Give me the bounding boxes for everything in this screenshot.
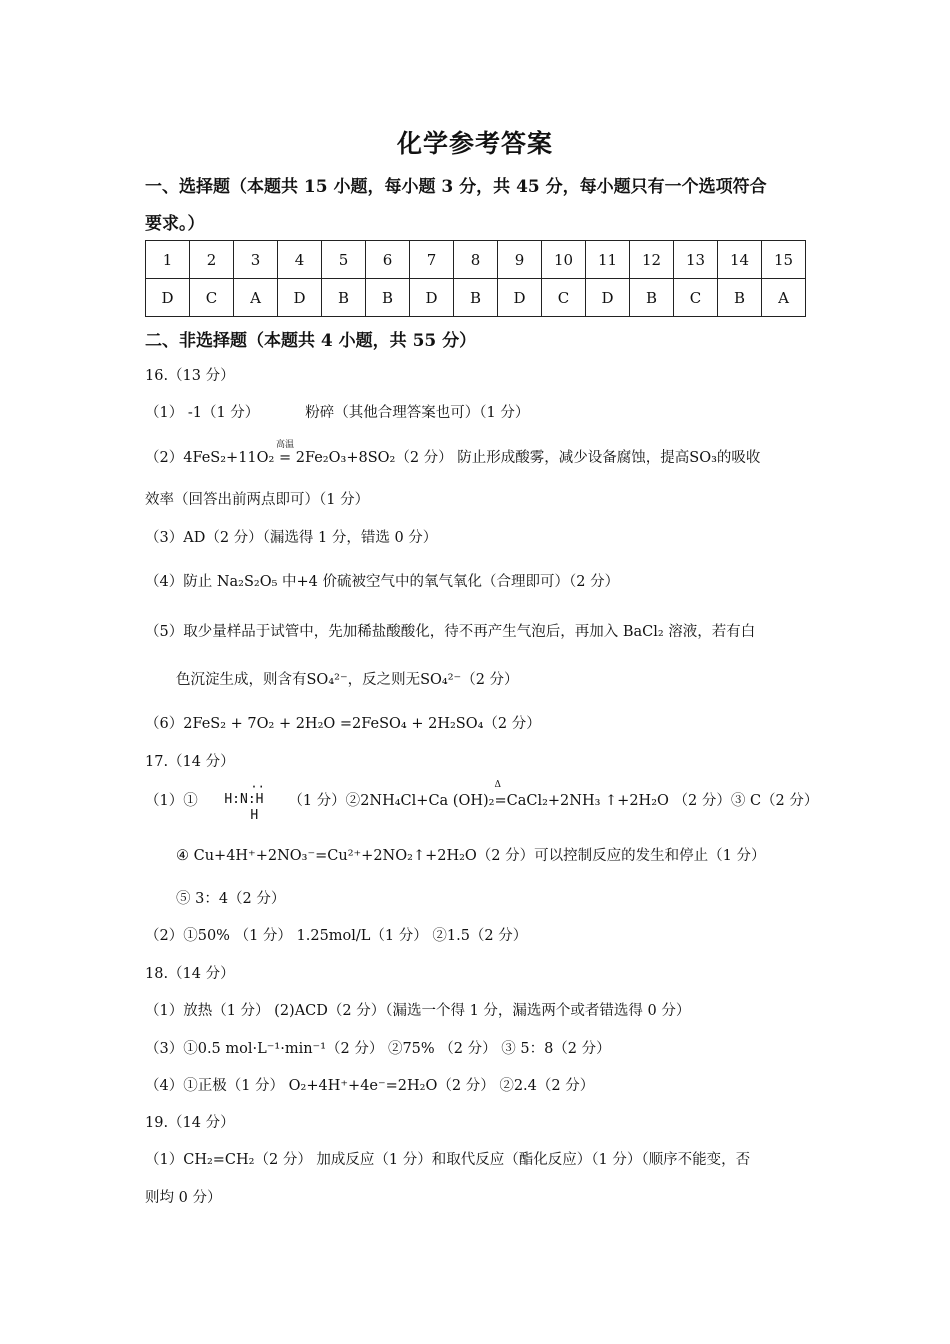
q19-part1-line2: 则均 0 分） (145, 1190, 222, 1206)
answer-cell: C (190, 279, 234, 317)
q17-eq-left: 2NH₄Cl+Ca (OH)₂ (360, 793, 495, 809)
q17-part1-score: （1 分）② (288, 793, 361, 809)
q17-eq-right: CaCl₂+2NH₃ ↑+2H₂O （2 分）③ C（2 分） (506, 793, 819, 809)
answer-cell: C (674, 279, 718, 317)
answer-cell: D (410, 279, 454, 317)
q16-part1-method: 粉碎（其他合理答案也可）（1 分） (305, 405, 530, 421)
answer-cell: B (366, 279, 410, 317)
q17-header: 17.（14 分） (145, 754, 235, 770)
q19-part1-line1: （1）CH₂=CH₂（2 分） 加成反应（1 分）和取代反应（酯化反应）（1 分）（顺序不能变，否 (145, 1152, 751, 1168)
q17-part2: （2）①50% （1 分） 1.25mol/L（1 分） ②1.5（2 分） (145, 928, 528, 944)
question-number: 10 (542, 241, 586, 279)
lewis-bottom-hydrogen: H (250, 808, 259, 823)
q18-part3: （3）①0.5 mol·L⁻¹·min⁻¹（2 分） ②75% （2 分） ③ 5：8（2 分） (145, 1041, 611, 1057)
question-number: 15 (762, 241, 806, 279)
answer-cell: A (762, 279, 806, 317)
q17-part1-item4: ④ Cu+4H⁺+2NO₃⁻=Cu²⁺+2NO₂↑+2H₂O（2 分）可以控制反应的发生和停止（1 分） (176, 848, 766, 864)
q17-part1-item5: ⑤ 3：4（2 分） (176, 891, 286, 907)
answer-cell: D (278, 279, 322, 317)
question-number-row (146, 241, 806, 279)
ammonia-lewis-structure (224, 780, 288, 823)
q18-part4: （4）①正极（1 分） O₂+4H⁺+4e⁻=2H₂O（2 分） ②2.4（2 分） (145, 1078, 595, 1094)
heat-symbol: Δ (494, 780, 501, 790)
q16-part6: （6）2FeS₂ + 7O₂ + 2H₂O =2FeSO₄ + 2H₂SO₄（2 分） (145, 716, 541, 732)
q16-part1 (145, 401, 815, 422)
q17-reaction-condition (494, 780, 507, 809)
question-number: 2 (190, 241, 234, 279)
q18-part1: （1）放热（1 分） (2)ACD（2 分）（漏选一个得 1 分，漏选两个或者错选得 0 分） (145, 1003, 691, 1019)
q19-header: 19.（14 分） (145, 1115, 235, 1131)
question-number: 8 (454, 241, 498, 279)
question-number: 6 (366, 241, 410, 279)
question-number: 5 (322, 241, 366, 279)
q16-reaction-condition (275, 440, 294, 466)
answer-cell: B (454, 279, 498, 317)
q16-part2-continued: 效率（回答出前两点即可）（1 分） (145, 492, 370, 508)
question-number: 7 (410, 241, 454, 279)
equals-sign: = (278, 450, 292, 466)
question-number: 11 (586, 241, 630, 279)
high-temperature-label: 高温 (275, 440, 294, 450)
q16-part5-line2: 色沉淀生成，则含有SO₄²⁻，反之则无SO₄²⁻（2 分） (176, 672, 519, 688)
q16-part5-line1: （5）取少量样品于试管中，先加稀盐酸酸化，待不再产生气泡后，再加入 BaCl₂ 溶液，若有白 (145, 624, 756, 640)
q16-part2-products: 2Fe₂O₃+8SO₂ (295, 450, 396, 466)
q17-part1 (145, 780, 819, 823)
answer-cell: C (542, 279, 586, 317)
lewis-row: H:N:H (224, 792, 264, 807)
question-number: 4 (278, 241, 322, 279)
lone-pair-dots: ·· (250, 780, 265, 794)
answer-cell: A (234, 279, 278, 317)
section1-heading-line1: 一、选择题（本题共 15 小题，每小题 3 分，共 45 分，每小题只有一个选项符合 (145, 177, 767, 197)
equals-sign: = (494, 793, 507, 809)
q16-part2-reactants: 4FeS₂+11O₂ (183, 450, 275, 466)
q16-part2 (145, 440, 815, 467)
q18-header: 18.（14 分） (145, 966, 235, 982)
answer-cell: B (630, 279, 674, 317)
page-title: 化学参考答案 (396, 129, 553, 158)
q16-part1-answer: （1） -1（1 分） (145, 405, 260, 421)
question-number: 13 (674, 241, 718, 279)
q16-part2-rest: （2 分） 防止形成酸雾，减少设备腐蚀，提高SO₃的吸收 (395, 450, 761, 466)
q17-part1-label: （1）① (145, 793, 198, 809)
question-number: 12 (630, 241, 674, 279)
answer-cell: D (146, 279, 190, 317)
answer-cell: B (718, 279, 762, 317)
question-number: 3 (234, 241, 278, 279)
answer-table (145, 240, 806, 317)
question-number: 9 (498, 241, 542, 279)
answer-row (146, 279, 806, 317)
q16-header: 16.（13 分） (145, 368, 235, 384)
q16-part3: （3）AD（2 分）（漏选得 1 分，错选 0 分） (145, 530, 438, 546)
section2-heading: 二、非选择题（本题共 4 小题，共 55 分） (145, 331, 477, 351)
answer-cell: D (498, 279, 542, 317)
question-number: 1 (146, 241, 190, 279)
section1-heading-line2: 要求。） (145, 214, 205, 234)
question-number: 14 (718, 241, 762, 279)
q16-part4: （4）防止 Na₂S₂O₅ 中+4 价硫被空气中的氧气氧化（合理即可）（2 分） (145, 574, 620, 590)
answer-cell: D (586, 279, 630, 317)
q16-part2-label: （2） (145, 450, 184, 466)
answer-cell: B (322, 279, 366, 317)
